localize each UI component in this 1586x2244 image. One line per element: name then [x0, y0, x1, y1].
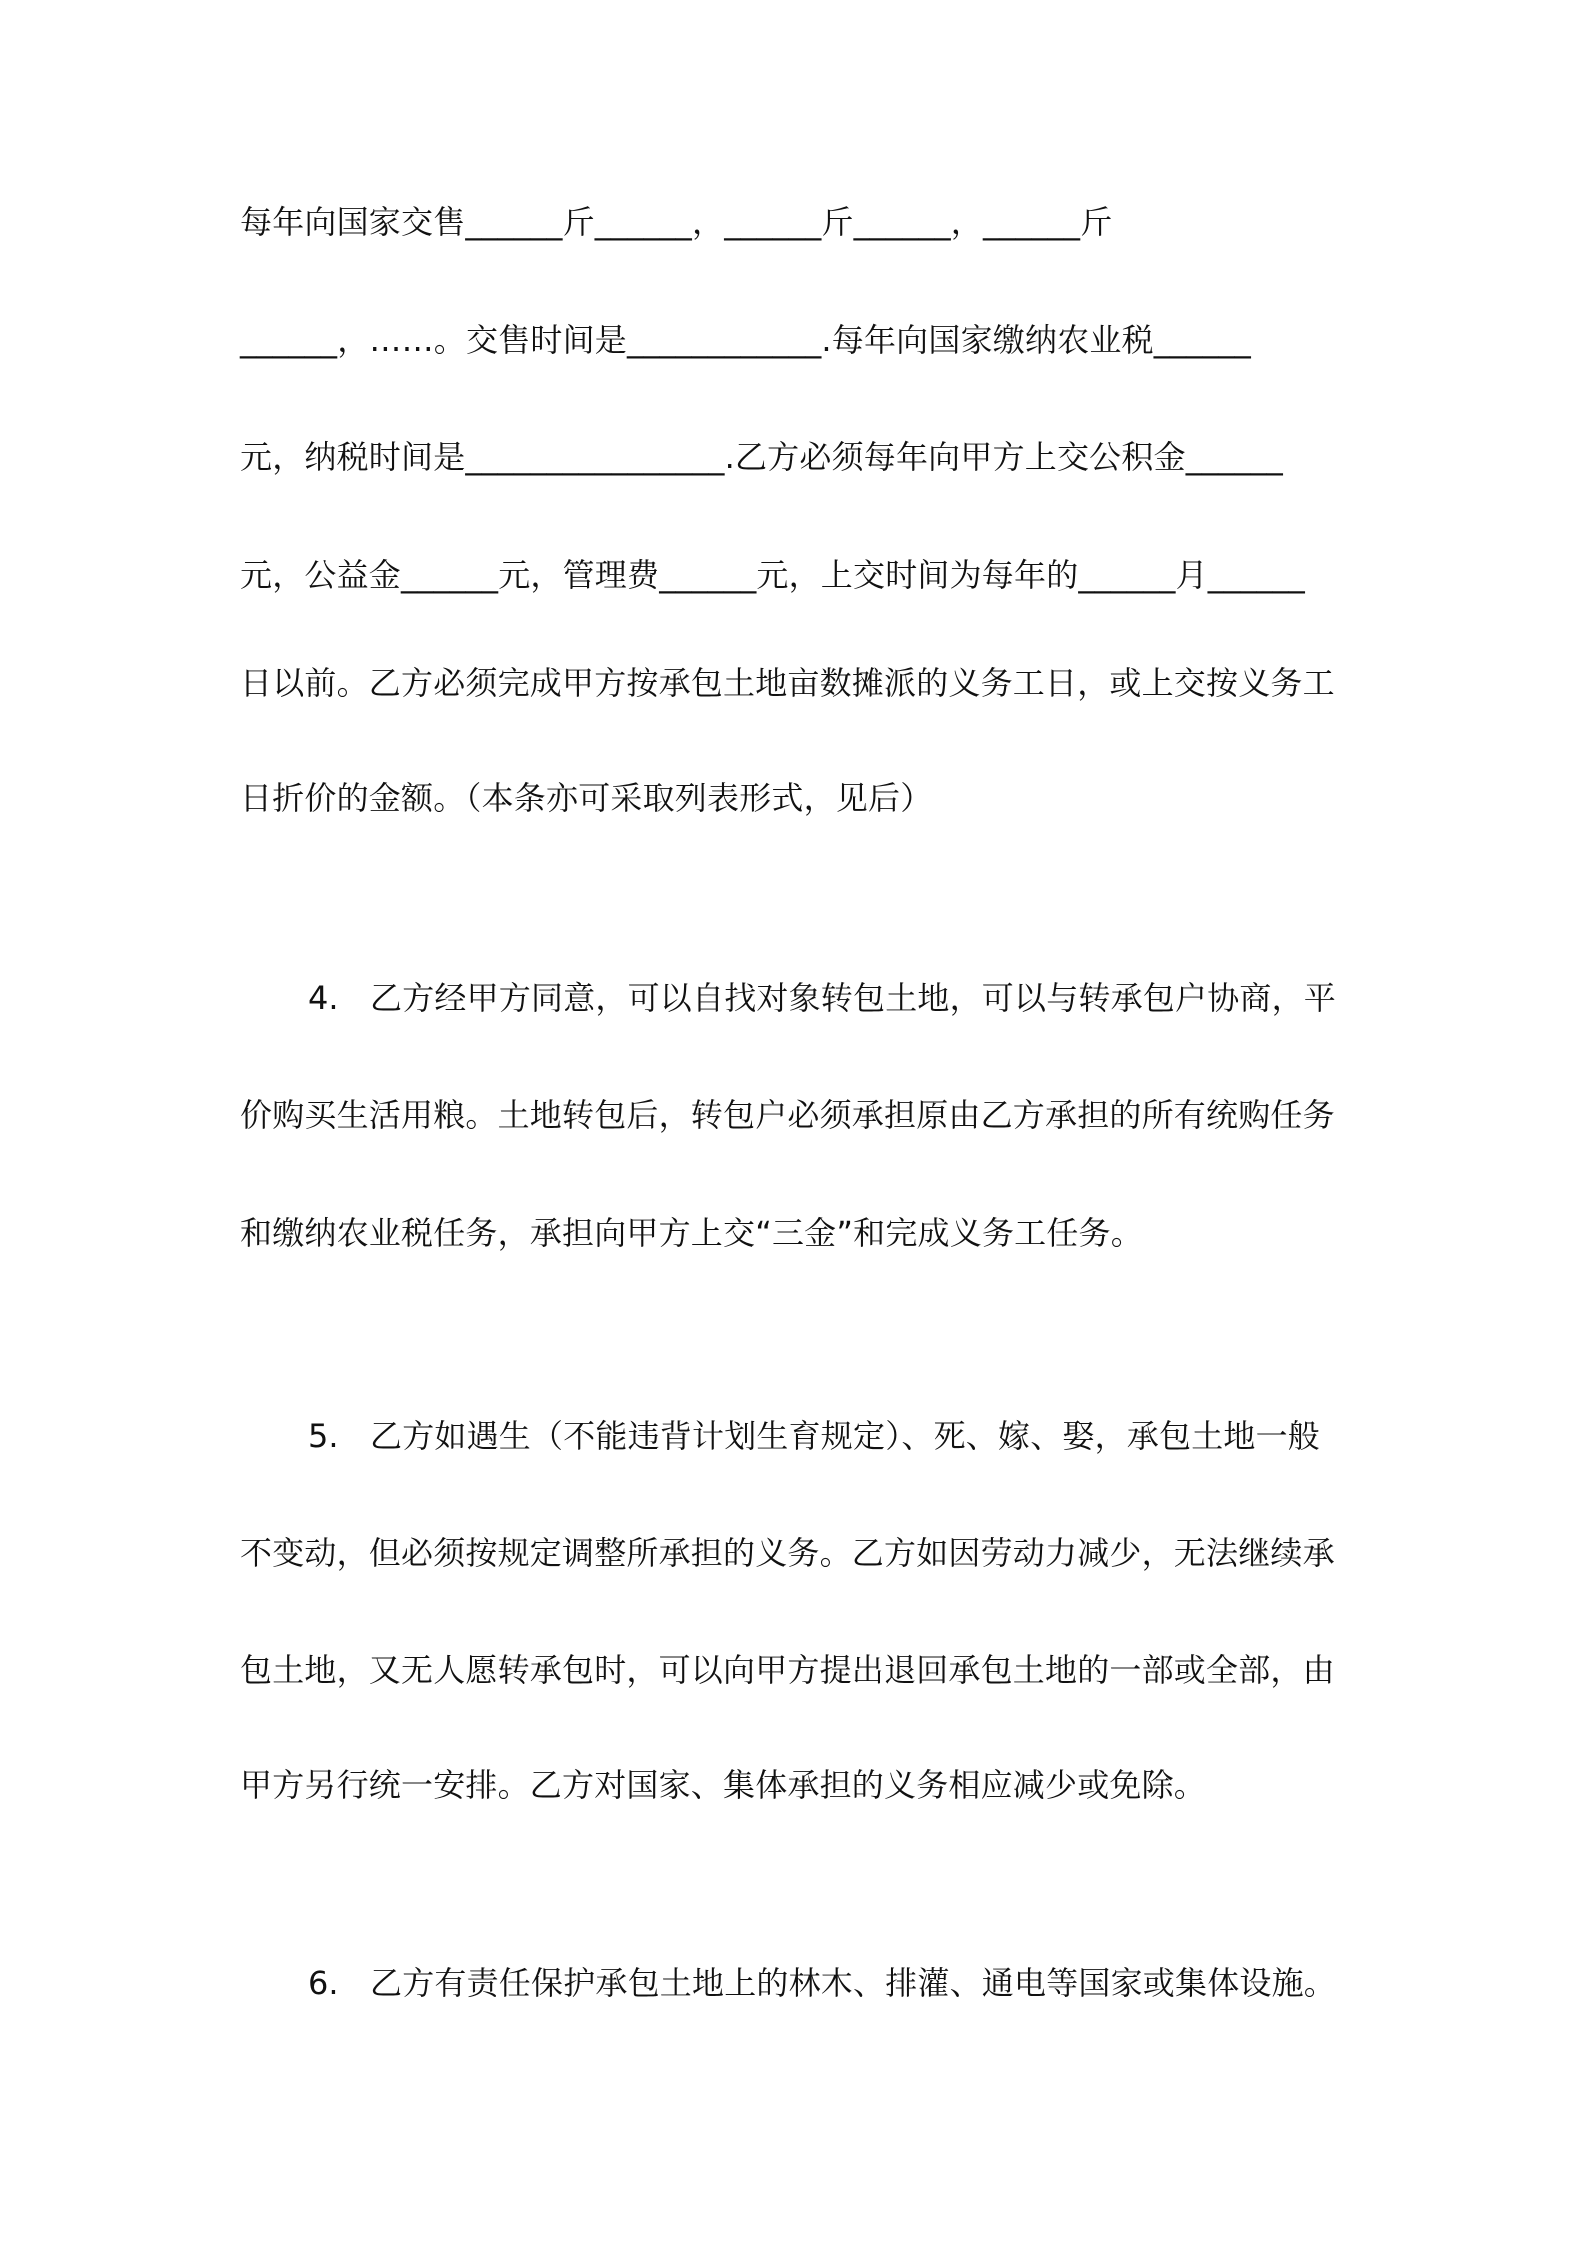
paragraph-line: 日折价的金额。（本条亦可采取列表形式，见后）: [240, 779, 933, 817]
paragraph-line: 日以前。乙方必须完成甲方按承包土地亩数摊派的义务工日，或上交按义务工: [240, 664, 1335, 702]
item-first-line: 乙方如遇生（不能违背计划生育规定）、死、嫁、娶，承包土地一般: [370, 1417, 1321, 1455]
item-number: 6.: [308, 1964, 339, 2002]
paragraph-line: 价购买生活用粮。土地转包后，转包户必须承担原由乙方承担的所有统购任务: [240, 1096, 1335, 1134]
item-number: 4.: [308, 979, 339, 1017]
paragraph-line: ______，……。交售时间是____________.每年向国家缴纳农业税______: [240, 321, 1251, 359]
paragraph-line: 元，纳税时间是________________.乙方必须每年向甲方上交公积金______: [240, 438, 1283, 476]
paragraph-line: 每年向国家交售______斤______，______斤______，______斤: [240, 203, 1113, 241]
paragraph-line: 和缴纳农业税任务，承担向甲方上交“三金”和完成义务工任务。: [240, 1214, 1143, 1252]
paragraph-line: 不变动，但必须按规定调整所承担的义务。乙方如因劳动力减少，无法继续承: [240, 1534, 1335, 1572]
paragraph-line: 元，公益金______元，管理费______元，上交时间为每年的______月______: [240, 556, 1306, 594]
item-number: 5.: [308, 1417, 339, 1455]
paragraph-line: 包土地，又无人愿转承包时，可以向甲方提出退回承包土地的一部或全部，由: [240, 1651, 1335, 1689]
paragraph-line: 甲方另行统一安排。乙方对国家、集体承担的义务相应减少或免除。: [240, 1766, 1207, 1804]
item-first-line: 乙方有责任保护承包土地上的林木、排灌、通电等国家或集体设施。: [370, 1964, 1337, 2002]
item-first-line: 乙方经甲方同意，可以自找对象转包土地，可以与转承包户协商，平: [370, 979, 1337, 1017]
